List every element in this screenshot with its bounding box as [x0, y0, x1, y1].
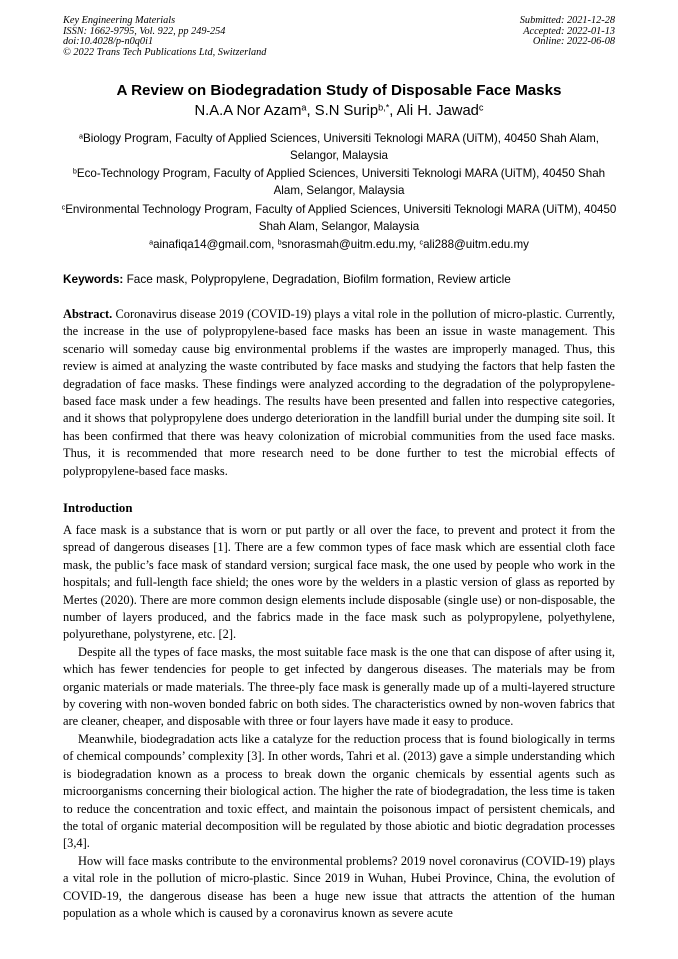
paragraph: A face mask is a substance that is worn or put partly or all over the face, to prevent and protect it from the spread of dangerous diseases [1]. There are a few common types of face mask which are essential cloth face mask, the public’s face mask of standard version; surgical face mask, the one used by people who work in the hospitals; and full-length face shield; the ones wore by the welders in a plastic version of glass as reported by Mertes (2020). There are more common design elements include disposable (single use) or non-disposable, the number of layers produced, and the fabrics made in the face mask such as polypropylene, polyethylene, polyurethane, polystyrene, etc. [2].	[63, 523, 615, 642]
submitted-date: Submitted: 2021-12-28	[519, 15, 615, 26]
paragraph: How will face masks contribute to the environmental problems? 2019 novel coronavirus (COVID-19) plays a vital role in the pollution of micro-plastic. Since 2019 in Wuhan, Hubei Province, China, the evolution of COVID-19, the dangerous disease has been a huge new issue that attracts the attention of the human population as a whole which is caused by a coronavirus known as severe acute	[63, 853, 615, 920]
introduction-body	[63, 522, 615, 922]
abstract	[63, 306, 615, 480]
author-list	[0, 103, 678, 119]
email-separator: ,	[413, 238, 420, 251]
copyright-line: © 2022 Trans Tech Publications Ltd, Switzerland	[63, 46, 267, 58]
email-mark: a	[149, 237, 154, 247]
keywords-text: Face mask, Polypropylene, Degradation, Biofilm formation, Review article	[126, 272, 511, 286]
email-address[interactable]: ainafiqa14@gmail.com	[153, 238, 272, 251]
journal-header-right	[520, 16, 615, 48]
affiliation	[60, 201, 618, 235]
section-heading-introduction: Introduction	[63, 501, 133, 515]
online-date: Online: 2022-06-08	[532, 36, 615, 48]
abstract-label: Abstract.	[63, 307, 113, 321]
paper-title: A Review on Biodegradation Study of Disposable Face Masks	[116, 82, 562, 99]
author-affiliation-mark: b,*	[378, 102, 390, 113]
email-address[interactable]: ali288@uitm.edu.my	[423, 238, 529, 251]
email-address[interactable]: snorasmah@uitm.edu.my	[281, 238, 414, 251]
affiliation-mark: b	[72, 166, 77, 176]
paragraph: Despite all the types of face masks, the most suitable face mask is the one that can dispose of after using it, which has fewer tendencies for people to get infected by dangerous diseases. The materials may be from organic materials or made materials. The three-ply face mask is generally made up of a multi-layered structure by covering with non-woven bonded fabric on both sides. The characteristics owned by non-woven fabrics that are cleaner, cheaper, and disposable with three or four layers have made it easy to produce.	[63, 644, 615, 729]
journal-name: Key Engineering Materials	[63, 15, 176, 26]
affiliation-mark: c	[61, 202, 66, 212]
keywords-label: Keywords:	[63, 272, 124, 286]
affiliation-text: Biology Program, Faculty of Applied Sciences, Universiti Teknologi MARA (UiTM), 40450 Shah Alam, Selangor, Malaysia	[83, 132, 599, 162]
author-separator: ,	[389, 103, 397, 119]
keywords	[63, 272, 623, 286]
author-name: S.N Surip	[314, 103, 379, 119]
issn-line: ISSN: 1662-9795, Vol. 922, pp 249-254	[63, 25, 226, 37]
author-separator: ,	[306, 103, 315, 119]
abstract-text: Coronavirus disease 2019 (COVID-19) plays a vital role in the pollution of micro-plastic. Currently, the increase in the use of polypropylene-based face masks has been an issue in waste management. This scenario will someday cause big environmental problems if the wastes are improperly managed. Thus, this review is aimed at analyzing the waste contributed by face masks and studying the factors that help fasten the degradation of face masks. These findings were analyzed according to the degradation of the polypropylene-based face mask under a few headings. The results have been presented and fallen into respective categories, and it shows that polypropylene does undergo deterioration in the landfill burial under the dumping site soil. It has been confirmed that there was heavy colonization of microbial communities from the used face masks. Thus, it is recommended that more research need to be done further to test the microbial effects of polypropylene-based face masks.	[63, 307, 615, 478]
author-name: Ali H. Jawad	[396, 103, 479, 119]
email-list	[0, 238, 678, 251]
accepted-date: Accepted: 2022-01-13	[523, 25, 615, 37]
paragraph: Meanwhile, biodegradation acts like a catalyze for the reduction process that is found biologically in terms of chemical compounds’ complexity [3]. In other words, Tahri et al. (2013) gave a simple understanding which is biodegradation known as a process to break down the organic chemicals by essential agents such as microorganisms concerning their biological action. The higher the rate of biodegradation, the less time is taken to reduce the concentration and toxic effect, and maintain the poisonous impact of persistent chemicals, and the total of organic material decomposition will be regulated by those abiotic and biotic degradation processes [3,4].	[63, 731, 615, 851]
email-separator: ,	[271, 238, 278, 251]
journal-header-left	[63, 16, 266, 58]
doi-line: doi:10.4028/p-n0q0i1	[63, 36, 154, 48]
author-affiliation-mark: a	[301, 102, 307, 113]
affiliation-mark: a	[79, 131, 84, 141]
affiliation-text: Eco-Technology Program, Faculty of Applied Sciences, Universiti Teknologi MARA (UiTM), 40450 Shah Alam, Selangor, Malaysia	[76, 167, 606, 197]
author-affiliation-mark: c	[478, 102, 484, 113]
affiliation-text: Environmental Technology Program, Faculty of Applied Sciences, Universiti Teknologi MARA (UiTM), 40450 Shah Alam, Selangor, Malaysia	[65, 203, 617, 233]
email-mark: c	[419, 237, 424, 247]
author-name: N.A.A Nor Azam	[194, 103, 302, 119]
affiliation	[60, 165, 618, 199]
affiliation	[60, 130, 618, 164]
email-mark: b	[277, 237, 282, 247]
